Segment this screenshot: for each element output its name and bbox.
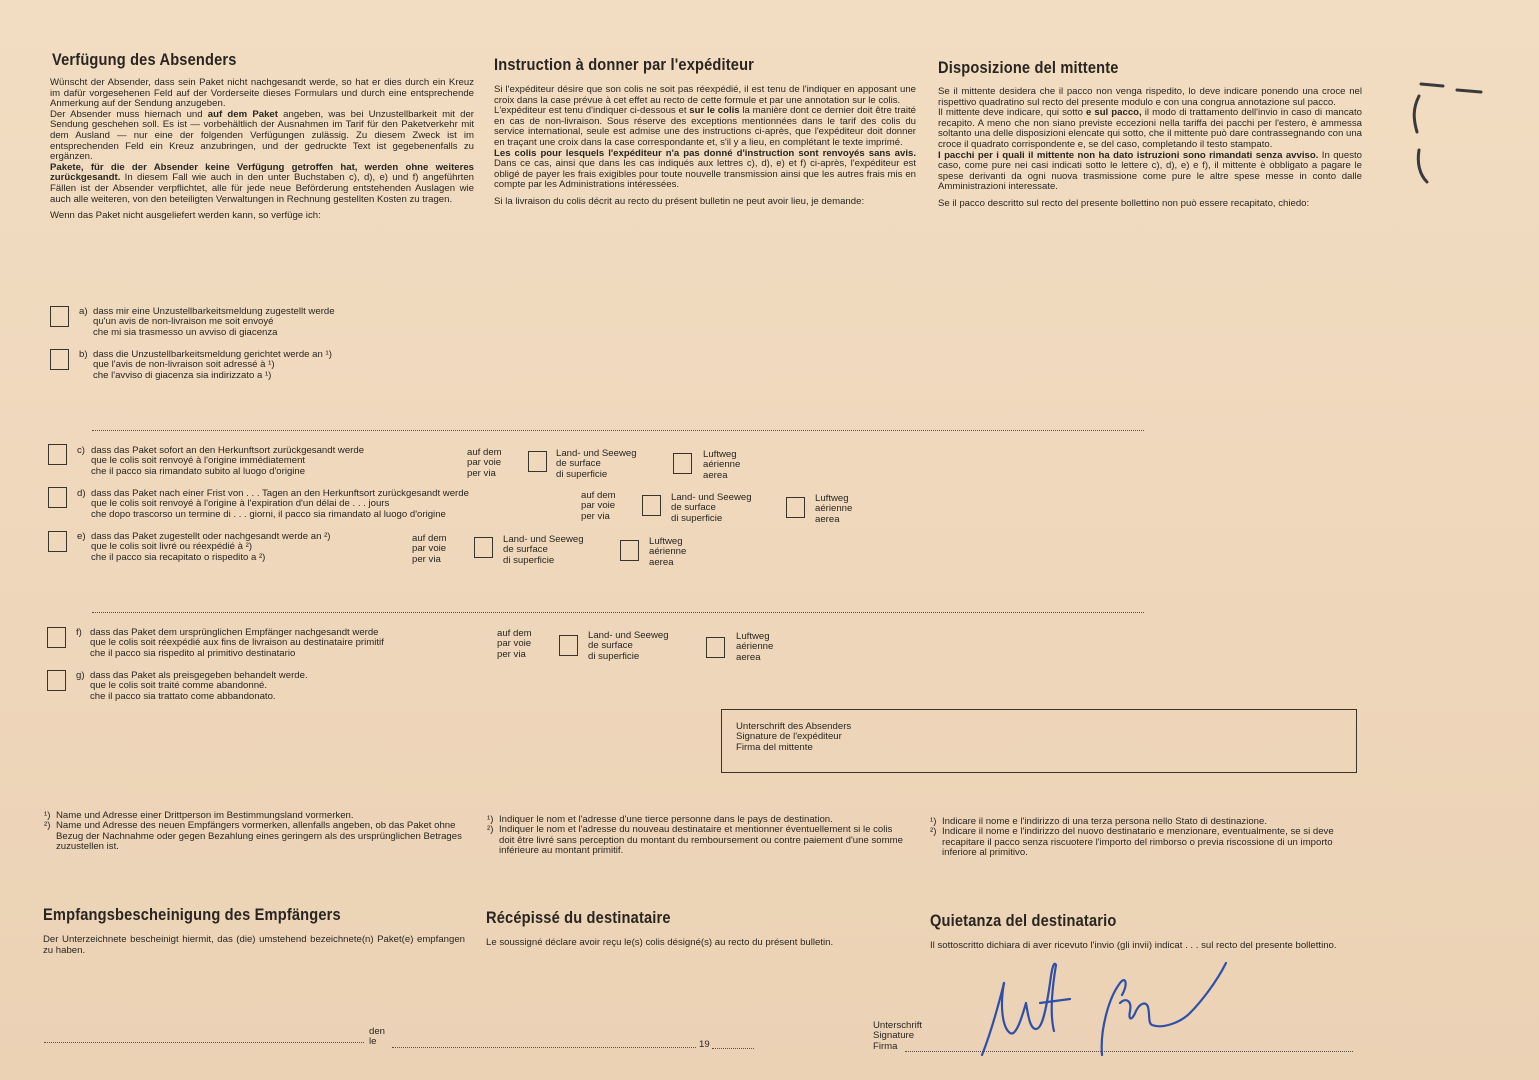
option-e-air-label: Luftweg aérienne aerea (649, 536, 687, 568)
option-e-checkbox[interactable] (48, 531, 67, 552)
receipt-german-heading: Empfangsbescheinigung des Empfängers (43, 905, 341, 924)
sender-signature-box[interactable] (721, 709, 1357, 773)
fr-instruction-lead: Si la livraison du colis décrit au recto du présent bulletin ne peut avoir lieu, je demande: (494, 195, 865, 207)
de-paragraph-1: Wünscht der Absender, dass sein Paket nicht nachgesandt werde, so hat er dies durch ein Kreuz im dafür vorgesehenen Feld auf der Vorderseite dieses Formulars und durch eine entsprechende Anmerkung auf der Sendung anzugeben. (50, 77, 474, 110)
option-d-air-checkbox[interactable] (786, 497, 805, 518)
option-d-via-label: auf dem par voie per via (581, 490, 616, 522)
option-d-surface-checkbox[interactable] (642, 495, 661, 516)
receipt-french-heading: Récépissé du destinataire (486, 908, 671, 927)
french-instructions: Si l'expéditeur désire que son colis ne soit pas réexpédié, il est tenu de l'indiquer en apposant une croix dans la case prévue à cet effet au recto de cette formule et par une annotation sur le colis. L'expéditeur est tenu d'indiquer ci-dessous et sur le colis la manière dont ce dernier doit être traité en cas de non-livraison. Sous réserve des exceptions mentionnées dans le tarif des colis du service international, seule est admise une des instructions ci-après, que l'expéditeur doit donner en traçant une croix dans la case correspondante et, s'il y a lieu, en complétant le texte imprimé. Les colis pour lesquels l'expéditeur n'a pas donné d'instruction sont renvoyés sans avis. Dans ce cas, ainsi que dans les cas indiqués aux lettres c), d), e) et f) ci-après, l'expéditeur est obligé de payer les frais exigibles pour toute nouvelle transmission ainsi que les autres frais mis en compte par les Administrations intéressées. Si la livraison du colis décrit au recto du présent bulletin ne peut avoir lieu, je demande: (494, 84, 917, 207)
option-f-air-label: Luftweg aérienne aerea (736, 631, 774, 663)
french-footnotes: ¹) Indiquer le nom et l'adresse d'une tierce personne dans le pays de destination. ²) Indiquer le nom et l'adresse du nouveau destinataire et mentionner éventuellement si le colis doit être livré sans perception du montant du remboursement ou contre paiement d'une somme inférieure au montant primitif. (487, 814, 903, 857)
option-b-text: b) dass die Unzustellbarkeitsmeldung gerichtet werde an ¹) que l'avis de non-livraison soit adressé à ¹) che l'avviso di giacenza sia indirizzato a ¹) (79, 349, 332, 381)
option-f-text: f) dass das Paket dem ursprünglichen Empfänger nachgesandt werde que le colis soit réexpédié aux fins de livraison au destinataire primitif che il pacco sia rispedito al primitivo destinatario (76, 627, 384, 659)
option-g-checkbox[interactable] (47, 670, 66, 691)
paper-clip-mark (1405, 78, 1485, 190)
de-instruction-lead: Wenn das Paket nicht ausgeliefert werden kann, so verfüge ich: (50, 210, 321, 222)
italian-footnotes: ¹) Indicare il nome e l'indirizzo di una terza persona nello Stato di destinazione. ²) Indicare il nome e l'indirizzo del nuovo destinatario e menzionare, eventualmente, se si deve recapitare il pacco senza riscuotere l'importo del rimborso o previa riscossione di un importo inferiore al primitivo. (930, 816, 1334, 859)
option-c-via-label: auf dem par voie per via (467, 447, 502, 479)
option-e-surface-label: Land- und Seeweg de surface di superficie (503, 534, 584, 566)
italian-instructions: Se il mittente desidera che il pacco non venga rispedito, lo deve indicare ponendo una croce nel rispettivo quadratino sul recto del presente modulo e con una congrua annotazione sul pacco. Il mittente deve indicare, qui sotto e sul pacco, il modo di trattamento dell'invio in caso di mancato recapito. A meno che non siano previste eccezioni nella tariffa dei pacchi per l'estero, è ammessa soltanto una delle disposizioni elencate qui sotto, che il mittente può dare contrassegnando con una croce il quadrato corrispondente e, se del caso, completando il testo stampato. I pacchi per i quali il mittente non ha dato istruzioni sono rimandati senza avviso. In questo caso, come pure nei casi indicati sotto le lettere c), d), e) e f), il mittente è obbligato a pagare le spese derivanti da ogni nuova trasmissione come pure le altre spese messe in conto dalle Amministrazioni interessate. Se il pacco descritto sul recto del presente bollettino non può essere recapitato, chiedo: (938, 86, 1362, 209)
receipt-italian-heading: Quietanza del destinatario (930, 911, 1117, 930)
option-f-surface-label: Land- und Seeweg de surface di superficie (588, 630, 669, 662)
option-b-checkbox[interactable] (50, 349, 69, 370)
it-instruction-lead: Se il pacco descritto sul recto del presente bollettino non può essere recapitato, chiedo: (938, 197, 1310, 209)
option-g-text: g) dass das Paket als preisgegeben behandelt werde. que le colis soit traité comme abandonné. che il pacco sia trattato come abbandonato. (76, 670, 308, 702)
option-d-text: d) dass das Paket nach einer Frist von . . . Tagen an den Herkunftsort zurückgesandt werde que le colis soit renvoyé à l'origine à l'expiration d'un délai de . . . jours che dopo trascorso un termine di . . . giorni, il pacco sia rimandato al luogo d'origine (77, 488, 469, 520)
option-d-surface-label: Land- und Seeweg de surface di superficie (671, 492, 752, 524)
italian-heading: Disposizione del mittente (938, 58, 1119, 77)
option-c-air-label: Luftweg aérienne aerea (703, 449, 741, 481)
place-line[interactable] (44, 1042, 364, 1043)
option-f-air-checkbox[interactable] (706, 637, 725, 658)
option-c-air-checkbox[interactable] (673, 453, 692, 474)
option-f-checkbox[interactable] (47, 627, 66, 648)
dotted-separator-1 (92, 430, 1144, 431)
option-c-checkbox[interactable] (48, 444, 67, 465)
dotted-separator-2 (92, 612, 1144, 613)
handwritten-signature (970, 945, 1260, 1065)
sender-signature-label: Unterschrift des Absenders Signature de l'expéditeur Firma del mittente (736, 721, 852, 753)
option-c-surface-checkbox[interactable] (528, 451, 547, 472)
german-heading: Verfügung des Absenders (52, 50, 237, 69)
option-d-air-label: Luftweg aérienne aerea (815, 493, 853, 525)
german-instructions: Wünscht der Absender, dass sein Paket nicht nachgesandt werde, so hat er dies durch ein Kreuz im dafür vorgesehenen Feld auf der Vorderseite dieses Formulars und durch eine entsprechende Anmerkung auf der Sendung anzugeben. Der Absender muss hiernach und auf dem Paket angeben, was bei Unzustellbarkeit mit der Sendung geschehen soll. Es ist — vorbehältlich der Ausnahmen im Tarif für den Paketverkehr mit dem Ausland — nur eine der folgenden Verfügungen zulässig. Zu diesem Zweck ist im entsprechenden Feld ein Kreuz anzubringen, und der gedruckte Text ist gegebenenfalls zu ergänzen. Pakete, für die der Absender keine Verfügung getroffen hat, werden ohne weiteres zurückgesandt. In diesem Fall wie auch in den unter Buchstaben c), d), e) und f) angeführten Fällen ist der Absender verpflichtet, alle für jede neue Beförderung entstehenden Auslagen wie auch alle weiteren, von den beteiligten Verwaltungen in Rechnung gestellten Kosten zu tragen. Wenn das Paket nicht ausgeliefert werden kann, so verfüge ich: (50, 77, 474, 222)
receipt-italian-text: Il sottoscritto dichiara di aver ricevuto l'invio (gli invii) indicat . . . sul recto del presente bollettino. (930, 940, 1337, 951)
receipt-french-text: Le soussigné déclare avoir reçu le(s) colis désigné(s) au recto du présent bulletin. (486, 937, 834, 948)
option-e-surface-checkbox[interactable] (474, 537, 493, 558)
option-f-surface-checkbox[interactable] (559, 635, 578, 656)
date-line[interactable] (392, 1047, 696, 1048)
option-d-checkbox[interactable] (48, 487, 67, 508)
option-e-text: e) dass das Paket zugestellt oder nachgesandt werde an ²) que le colis soit livré ou réexpédié à ²) che il pacco sia recapitato o rispedito a ²) (77, 531, 331, 563)
receipt-german-text: Der Unterzeichnete bescheinigt hiermit, das (die) umstehend bezeichnete(n) Paket(e) empfangen zu haben. (43, 934, 465, 956)
option-a-checkbox[interactable] (50, 306, 69, 327)
recipient-signature-label: Unterschrift Signature Firma (873, 1020, 923, 1052)
option-f-via-label: auf dem par voie per via (497, 628, 532, 660)
option-c-surface-label: Land- und Seeweg de surface di superficie (556, 448, 637, 480)
place-date-label: den le (369, 1026, 386, 1048)
option-e-via-label: auf dem par voie per via (412, 533, 447, 565)
option-a-text: a) dass mir eine Unzustellbarkeitsmeldung zugestellt werde qu'un avis de non-livraison me soit envoyé che mi sia trasmesso un avviso di giacenza (79, 306, 335, 338)
option-c-text: c) dass das Paket sofort an den Herkunftsort zurückgesandt werde que le colis soit renvoyé à l'origine immédiatement che il pacco sia rimandato subito al luogo d'origine (77, 445, 365, 477)
it-paragraph-1: Se il mittente desidera che il pacco non venga rispedito, lo deve indicare ponendo una croce nel rispettivo quadratino sul recto del presente modulo e con una congrua annotazione sul pacco. (938, 86, 1362, 108)
german-footnotes: ¹) Name und Adresse einer Drittperson im Bestimmungsland vormerken. ²) Name und Adresse des neuen Empfängers vormerken, allenfalls angeben, ob das Paket ohne Bezug der Nachnahme oder gegen Bezahlung eines geringern als des ursprünglichen Betrages zuzustellen ist. (44, 810, 462, 853)
year-label: 19 (699, 1039, 710, 1050)
year-line[interactable] (712, 1048, 754, 1049)
french-heading: Instruction à donner par l'expéditeur (494, 55, 755, 74)
option-e-air-checkbox[interactable] (620, 540, 639, 561)
fr-paragraph-1: Si l'expéditeur désire que son colis ne soit pas réexpédié, il est tenu de l'indiquer en apposant une croix dans la case prévue à cet effet au recto de cette formule et par une annotation sur le colis. (494, 84, 916, 106)
